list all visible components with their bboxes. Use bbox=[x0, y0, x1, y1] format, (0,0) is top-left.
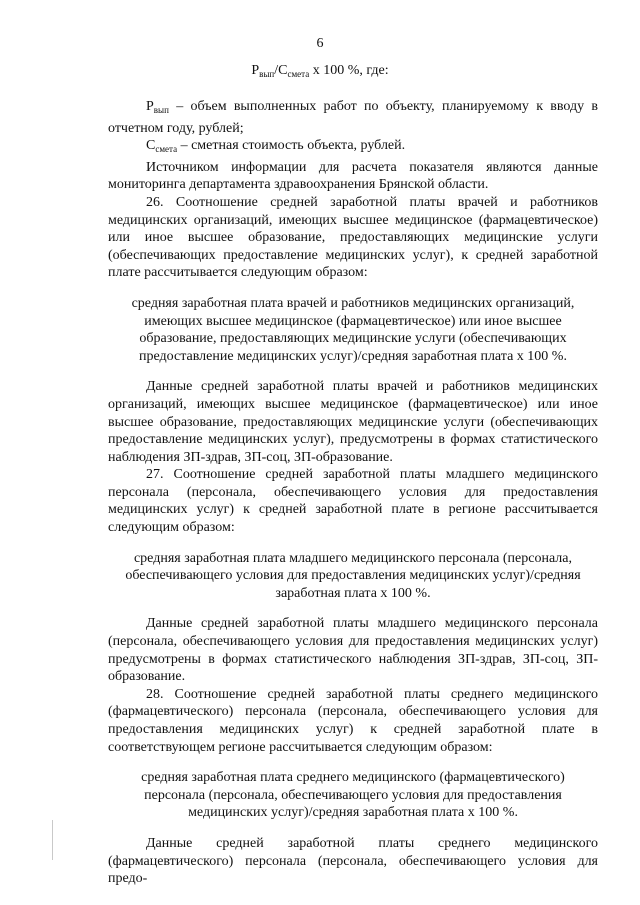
def2-sub: смета bbox=[155, 144, 178, 155]
paragraph-26-data: Данные средней заработной платы врачей и работников медицинских организаций, имеющих высшее медицинское (фармацевтическое) или иное высшее образование, предоставляющих медицинские услуги (обеспечивающих предоставление медицинских услуг), предусмотрены в формах статистического наблюдения ЗП-здрав, ЗП-соц, ЗП-образование. bbox=[108, 379, 598, 465]
formula-27: средняя заработная плата младшего медицинского персонала (персонала, обеспечивающего условия для предоставления медицинских услуг)/средняя заработная плата х 100 %. bbox=[125, 550, 581, 601]
formula-26: средняя заработная плата врачей и работников медицинских организаций, имеющих высшее медицинское (фармацевтическое) или иное высшее образование, предоставляющих медицинские услуги (обеспечивающих предоставление медицинских услуг)/средняя заработная плата х 100 %. bbox=[131, 295, 575, 364]
def2-text: – сметная стоимость объекта, рублей. bbox=[177, 138, 406, 154]
formula-c-sub: смета bbox=[287, 69, 310, 79]
def1-sub: вып bbox=[153, 105, 169, 115]
paragraph-27: 27. Соотношение средней заработной платы младшего медицинского персонала (персонала, обеспечивающего условия для предоставления медицинских услуг) к средней заработной плате в регионе рассчитывается следующим образом: bbox=[108, 467, 598, 536]
formula-c-main: С bbox=[278, 63, 288, 78]
paragraph-28-data: Данные средней заработной платы среднего медицинского (фармацевтического) персонала (персонала, обеспечивающего условия для предо- bbox=[108, 835, 598, 887]
formula-tail: x 100 %, где: bbox=[309, 63, 389, 78]
paragraph-26: 26. Соотношение средней заработной платы врачей и работников медицинских организаций, имеющих высшее медицинское (фармацевтическое) или иное высшее образование, предоставляющих медицинские услуги (обеспечивающих предоставление медицинских услуг), к средней заработной плате рассчитывается следующим образом: bbox=[108, 194, 598, 281]
def1-main: P bbox=[146, 99, 154, 114]
formula-p-main: P bbox=[251, 63, 260, 78]
paragraph-27-data: Данные средней заработной платы младшего медицинского персонала (персонала, обеспечивающего условия для предоставления медицинских услуг) предусмотрены в формах статистического наблюдения ЗП-здрав, ЗП-соц, ЗП-образование. bbox=[108, 616, 598, 685]
paragraph-source: Источником информации для расчета показателя являются данные мониторинга департамента здравоохранения Брянской области. bbox=[108, 159, 598, 193]
page-number: 6 bbox=[316, 36, 324, 51]
formula-28: средняя заработная плата среднего медицинского (фармацевтического) персонала (персонала, обеспечивающего условия для предоставления медицинских услуг)/средняя заработная плата х 100 %. bbox=[141, 770, 565, 821]
definition-p-vyp bbox=[108, 98, 598, 137]
scan-edge-mark bbox=[52, 820, 53, 860]
paragraph-28: 28. Соотношение средней заработной платы среднего медицинского (фармацевтического) персонала (персонала, обеспечивающего условия для предоставления медицинских услуг) к средней заработной плате в соответствующем регионе рассчитывается следующим образом: bbox=[108, 686, 598, 755]
def1-text: – объем выполненных работ по объекту, планируемому к вводу в отчетном году, рублей; bbox=[108, 99, 598, 136]
def2-main: С bbox=[146, 138, 156, 154]
formula-line bbox=[0, 63, 640, 79]
formula-slash: / bbox=[274, 63, 279, 78]
formula-p-sub: вып bbox=[259, 69, 275, 79]
definition-c-smeta bbox=[108, 137, 598, 159]
document-body bbox=[108, 98, 598, 888]
